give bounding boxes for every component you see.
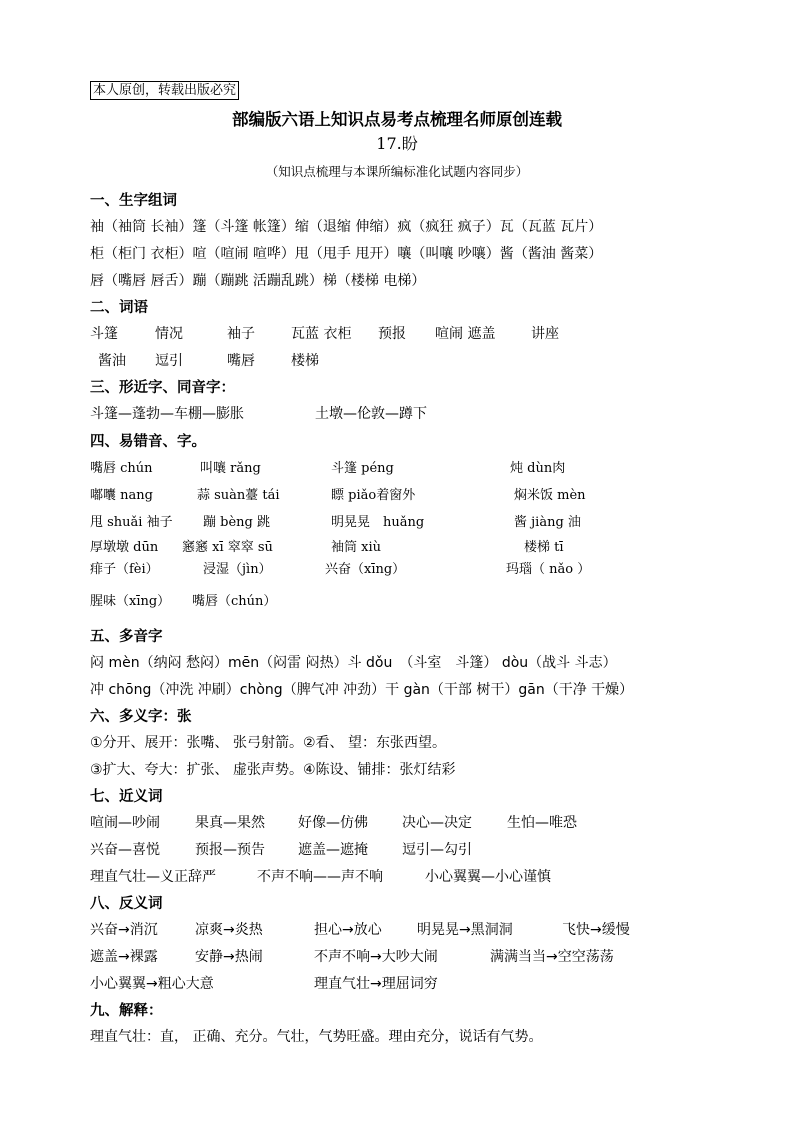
antonym-pair: 凉爽→炎热 bbox=[195, 922, 263, 938]
section-heading-antonyms: 八、反义词 bbox=[90, 896, 163, 912]
lesson-title: 17.盼 bbox=[376, 134, 418, 153]
pronunciation-item: 腥味（xīng） bbox=[90, 594, 171, 609]
antonym-pair: 理直气壮→理屈词穷 bbox=[314, 976, 438, 992]
synonym-pair: 决心—决定 bbox=[402, 815, 472, 831]
pronunciation-item: 蒜 suàn薹 tái bbox=[197, 488, 280, 503]
pronunciation-item: 甩 shuǎi 袖子 bbox=[90, 515, 173, 530]
synonym-pair: 好像—仿佛 bbox=[298, 815, 368, 831]
vocab-word: 酱油 bbox=[98, 353, 126, 369]
pronunciation-item: 瞟 piǎo着窗外 bbox=[331, 488, 416, 503]
copyright-stamp: 本人原创，转载出版必究 bbox=[90, 81, 239, 100]
antonym-pair: 担心→放心 bbox=[314, 922, 382, 938]
vocab-word: 逗引 bbox=[155, 353, 183, 369]
pronunciation-item: 嘟囔 nang bbox=[90, 488, 153, 503]
pronunciation-item: 蹦 bèng 跳 bbox=[203, 515, 270, 530]
vocab-word: 斗篷 bbox=[90, 326, 118, 342]
synonym-pair: 喧闹—吵闹 bbox=[90, 815, 160, 831]
section-heading-vocabulary: 二、词语 bbox=[90, 300, 148, 316]
polysemy-line: ③扩大、夸大：扩张、 虚张声势。④陈设、铺排：张灯结彩 bbox=[90, 762, 456, 778]
section-heading-synonyms: 七、近义词 bbox=[90, 789, 163, 805]
polysemy-line: ①分开、展开：张嘴、 张弓射箭。②看、 望：东张西望。 bbox=[90, 735, 447, 751]
synonym-pair: 逗引—勾引 bbox=[402, 842, 472, 858]
antonym-pair: 满满当当→空空荡荡 bbox=[490, 949, 614, 965]
polyphone-line: 冲 chōng（冲洗 冲刷）chòng（脾气冲 冲劲）干 gàn（干部 树干）gān（干净 干燥） bbox=[90, 682, 634, 698]
antonym-pair: 明晃晃→黑洞洞 bbox=[417, 922, 513, 938]
section-heading-polysemy: 六、多义字：张 bbox=[90, 709, 192, 725]
section-heading-polyphones: 五、多音字 bbox=[90, 629, 163, 645]
character-line: 唇（嘴唇 唇舌）蹦（蹦跳 活蹦乱跳）梯（楼梯 电梯） bbox=[90, 273, 426, 289]
pronunciation-item: 兴奋（xīng） bbox=[325, 562, 406, 577]
pronunciation-item: 浸湿（jìn） bbox=[203, 562, 272, 577]
pronunciation-item: 厚墩墩 dūn bbox=[90, 540, 159, 555]
similar-character-group: 斗篷—蓬勃—车棚—膨胀 bbox=[90, 406, 244, 422]
vocab-word: 预报 bbox=[378, 326, 406, 342]
pronunciation-item: 窸窸 xī 窣窣 sū bbox=[182, 540, 273, 555]
vocab-word: 楼梯 bbox=[291, 353, 319, 369]
synonym-pair: 预报—预告 bbox=[195, 842, 265, 858]
antonym-pair: 飞快→缓慢 bbox=[562, 922, 630, 938]
vocab-word: 嘴唇 bbox=[227, 353, 255, 369]
antonym-pair: 兴奋→消沉 bbox=[90, 922, 158, 938]
document-subtitle: （知识点梳理与本课所编标准化试题内容同步） bbox=[265, 164, 529, 179]
pronunciation-item: 酱 jiàng 油 bbox=[514, 515, 581, 530]
section-heading-similar-characters: 三、形近字、同音字： bbox=[90, 380, 235, 396]
synonym-pair: 兴奋—喜悦 bbox=[90, 842, 160, 858]
synonym-pair: 生怕—唯恐 bbox=[507, 815, 577, 831]
section-heading-explanation: 九、解释： bbox=[90, 1003, 163, 1019]
pronunciation-item: 楼梯 tī bbox=[524, 540, 564, 555]
pronunciation-item: 痱子（fèi） bbox=[90, 562, 159, 577]
pronunciation-item: 玛瑙（ nǎo ） bbox=[506, 562, 591, 577]
pronunciation-item: 斗篷 péng bbox=[331, 461, 394, 476]
vocab-word: 讲座 bbox=[531, 326, 559, 342]
synonym-pair: 理直气壮—义正辞严 bbox=[90, 869, 216, 885]
antonym-pair: 小心翼翼→粗心大意 bbox=[90, 976, 214, 992]
section-heading-pronunciation: 四、易错音、字。 bbox=[90, 434, 206, 450]
antonym-pair: 不声不响→大吵大闹 bbox=[314, 949, 438, 965]
polyphone-line: 闷 mèn（纳闷 愁闷）mēn（闷雷 闷热）斗 dǒu （斗室 斗篷） dòu（战斗 斗志） bbox=[90, 655, 617, 671]
pronunciation-item: 明晃晃 huǎng bbox=[331, 515, 425, 530]
section-heading-characters: 一、生字组词 bbox=[90, 193, 177, 209]
pronunciation-item: 炖 dùn肉 bbox=[510, 461, 566, 476]
vocab-word: 喧闹 遮盖 bbox=[435, 326, 496, 342]
similar-character-group: 土墩—伦敦—蹲下 bbox=[315, 406, 427, 422]
explanation-line: 理直气壮：直， 正确、充分。气壮，气势旺盛。理由充分，说话有气势。 bbox=[90, 1029, 543, 1045]
synonym-pair: 遮盖—遮掩 bbox=[298, 842, 368, 858]
antonym-pair: 遮盖→裸露 bbox=[90, 949, 158, 965]
synonym-pair: 小心翼翼—小心谨慎 bbox=[425, 869, 551, 885]
antonym-pair: 安静→热闹 bbox=[195, 949, 263, 965]
character-line: 柜（柜门 衣柜）喧（喧闹 喧哗）甩（甩手 甩开）嚷（叫嚷 吵嚷）酱（酱油 酱菜） bbox=[90, 246, 603, 262]
vocab-word: 袖子 bbox=[227, 326, 255, 342]
synonym-pair: 果真—果然 bbox=[195, 815, 265, 831]
synonym-pair: 不声不响——声不响 bbox=[257, 869, 383, 885]
character-line: 袖（袖筒 长袖）篷（斗篷 帐篷）缩（退缩 伸缩）疯（疯狂 疯子）瓦（瓦蓝 瓦片） bbox=[90, 219, 603, 235]
pronunciation-item: 焖米饭 mèn bbox=[514, 488, 586, 503]
document-title: 部编版六语上知识点易考点梳理名师原创连载 bbox=[232, 110, 562, 129]
pronunciation-item: 嘴唇（chún） bbox=[192, 594, 277, 609]
vocab-word: 瓦蓝 衣柜 bbox=[291, 326, 352, 342]
pronunciation-item: 叫嚷 rǎng bbox=[200, 461, 261, 476]
vocab-word: 情况 bbox=[155, 326, 183, 342]
pronunciation-item: 嘴唇 chún bbox=[90, 461, 153, 476]
pronunciation-item: 袖筒 xiù bbox=[331, 540, 381, 555]
